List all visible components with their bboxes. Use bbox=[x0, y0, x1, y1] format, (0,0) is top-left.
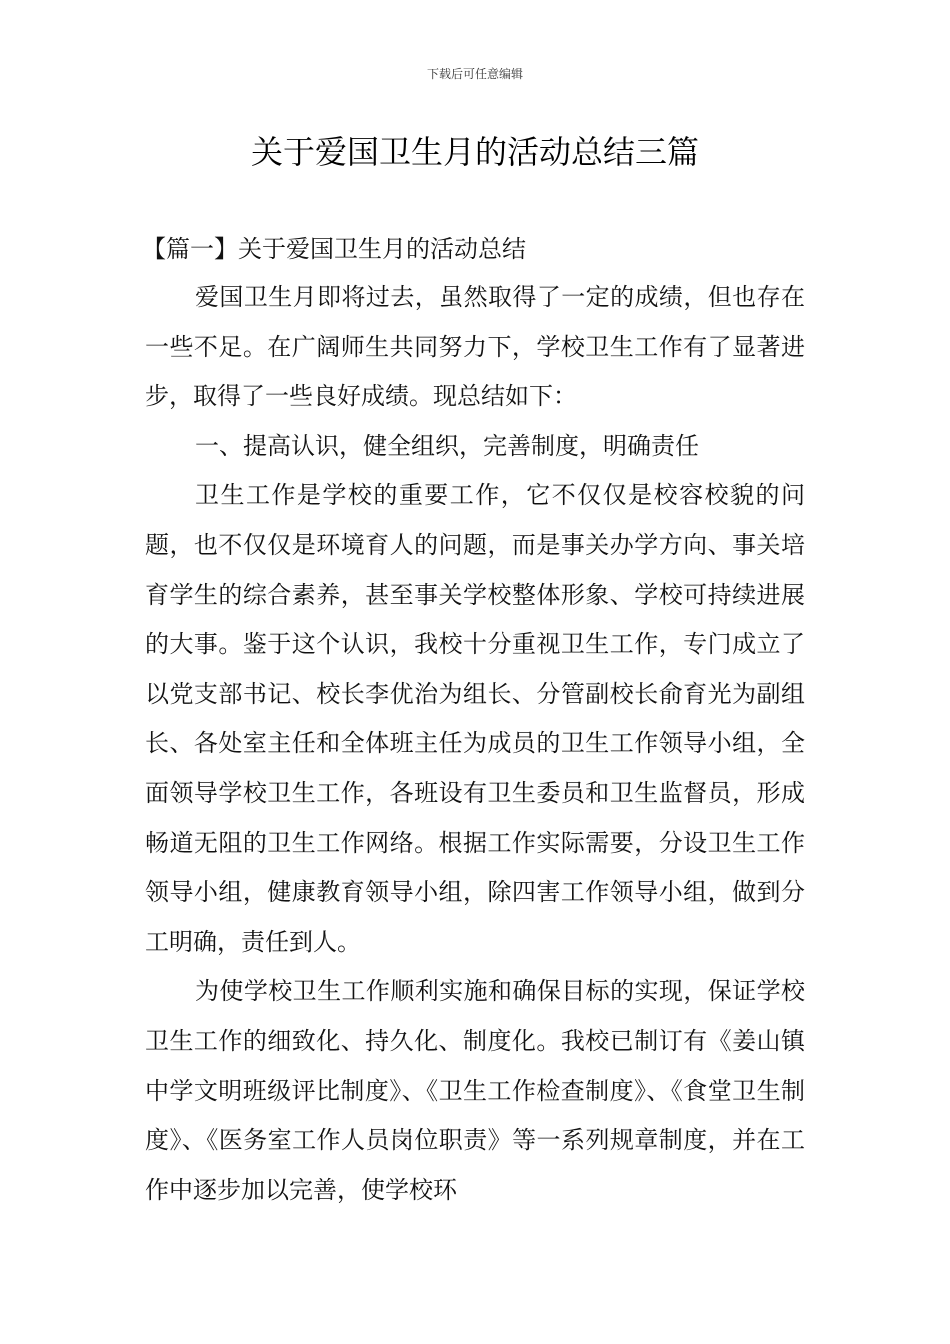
document-title: 关于爱国卫生月的活动总结三篇 bbox=[250, 133, 699, 171]
paragraph-regulations: 为使学校卫生工作顺利实施和确保目标的实现，保证学校卫生工作的细致化、持久化、制度化。我校已制订有《姜山镇中学文明班级评比制度》、《卫生工作检查制度》、《食堂卫生制度》、《医务室工作人员岗位职责》等一系列规章制度，并在工作中逐步加以完善，使学校环 bbox=[145, 977, 805, 1204]
paragraph-intro: 爱国卫生月即将过去，虽然取得了一定的成绩，但也存在一些不足。在广阔师生共同努力下，学校卫生工作有了显著进步，取得了一些良好成绩。现总结如下： bbox=[145, 283, 805, 411]
paragraph-organization: 卫生工作是学校的重要工作，它不仅仅是校容校貌的问题，也不仅仅是环境育人的问题，而是事关办学方向、事关培育学生的综合素养，甚至事关学校整体形象、学校可持续进展的大事。鉴于这个认识，我校十分重视卫生工作，专门成立了以党支部书记、校长李优治为组长、分管副校长俞育光为副组长、各处室主任和全体班主任为成员的卫生工作领导小组，全面领导学校卫生工作，各班设有卫生委员和卫生监督员，形成畅道无阻的卫生工作网络。根据工作实际需要，分设卫生工作领导小组，健康教育领导小组，除四害工作领导小组，做到分工明确，责任到人。 bbox=[145, 481, 805, 956]
header-note: 下载后可任意编辑 bbox=[426, 67, 523, 81]
subsection-heading: 一、提高认识，健全组织，完善制度，明确责任 bbox=[195, 431, 699, 460]
section-heading: 【篇一】关于爱国卫生月的活动总结 bbox=[142, 235, 526, 263]
document-body bbox=[142, 225, 805, 1215]
